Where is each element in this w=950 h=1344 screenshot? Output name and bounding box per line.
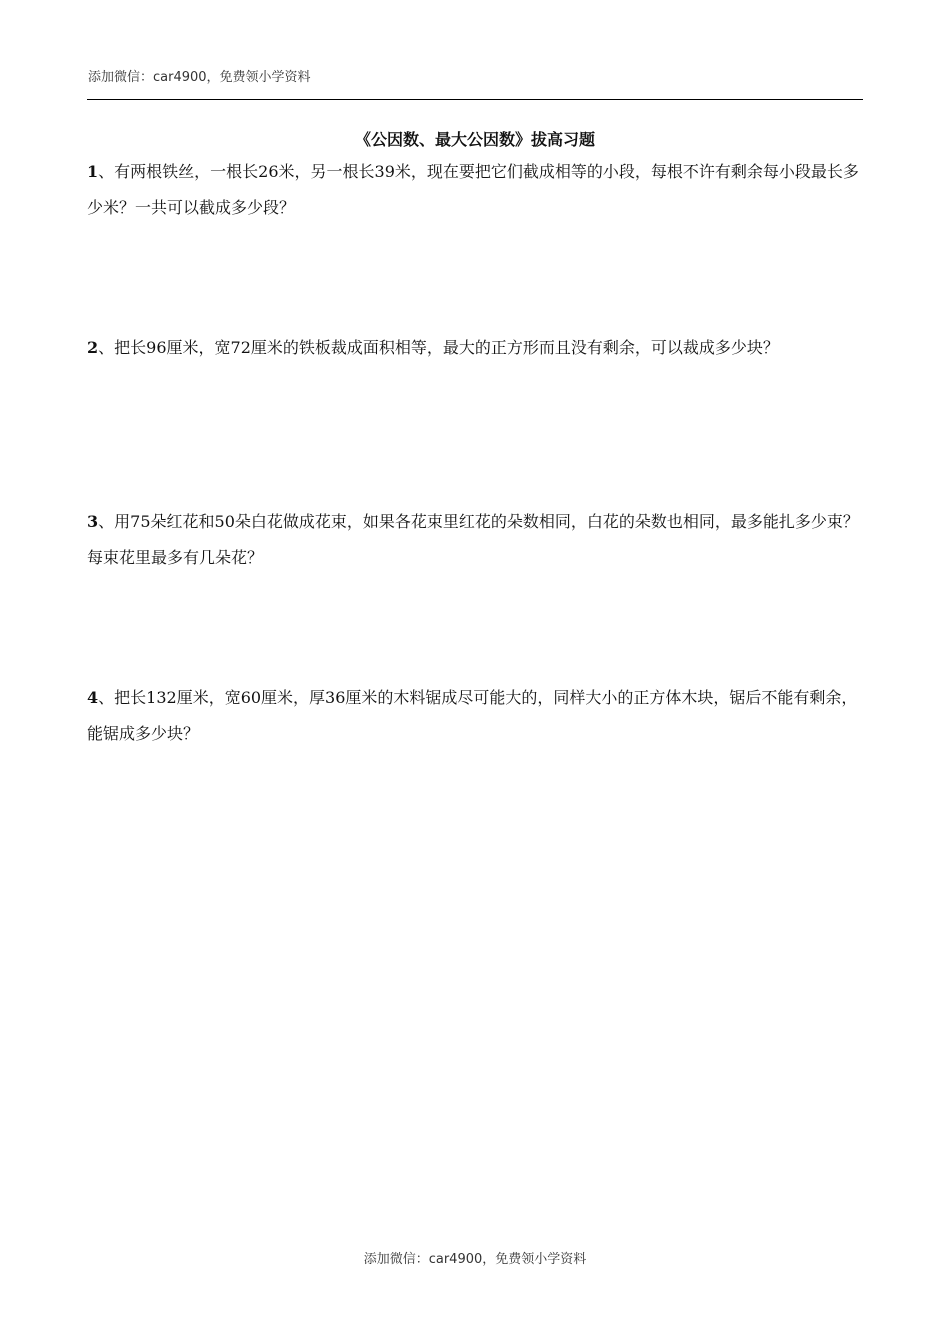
question-4-number: 4 <box>87 688 99 707</box>
question-3-separator: 、 <box>98 512 115 531</box>
question-1-separator: 、 <box>98 162 115 181</box>
footer-promo-text: 添加微信：car4900，免费领小学资料 <box>363 1252 587 1267</box>
question-2 <box>87 330 865 366</box>
header-promo-text: 添加微信：car4900，免费领小学资料 <box>88 70 311 85</box>
question-1-number: 1 <box>87 162 99 181</box>
question-3-text: 用75朵红花和50朵白花做成花束，如果各花束里红花的朵数相同，白花的朵数也相同，最多能扎多少束？每束花里最多有几朵花？ <box>87 512 859 567</box>
question-2-text: 把长96厘米，宽72厘米的铁板裁成面积相等，最大的正方形而且没有剩余，可以裁成多少块？ <box>114 338 779 357</box>
question-4-separator: 、 <box>98 688 115 707</box>
header-divider <box>87 99 863 100</box>
question-4 <box>87 680 865 752</box>
question-3 <box>87 504 865 576</box>
question-3-number: 3 <box>87 512 99 531</box>
question-2-separator: 、 <box>98 338 115 357</box>
page-title: 《公因数、最大公因数》拔高习题 <box>354 130 595 149</box>
question-2-number: 2 <box>87 338 99 357</box>
question-1 <box>87 154 865 226</box>
question-4-text: 把长132厘米，宽60厘米，厚36厘米的木料锯成尽可能大的，同样大小的正方体木块，锯后不能有剩余，能锯成多少块？ <box>87 688 858 743</box>
question-1-text: 有两根铁丝，一根长26米，另一根长39米，现在要把它们截成相等的小段，每根不许有剩余每小段最长多少米？一共可以截成多少段？ <box>87 162 859 217</box>
